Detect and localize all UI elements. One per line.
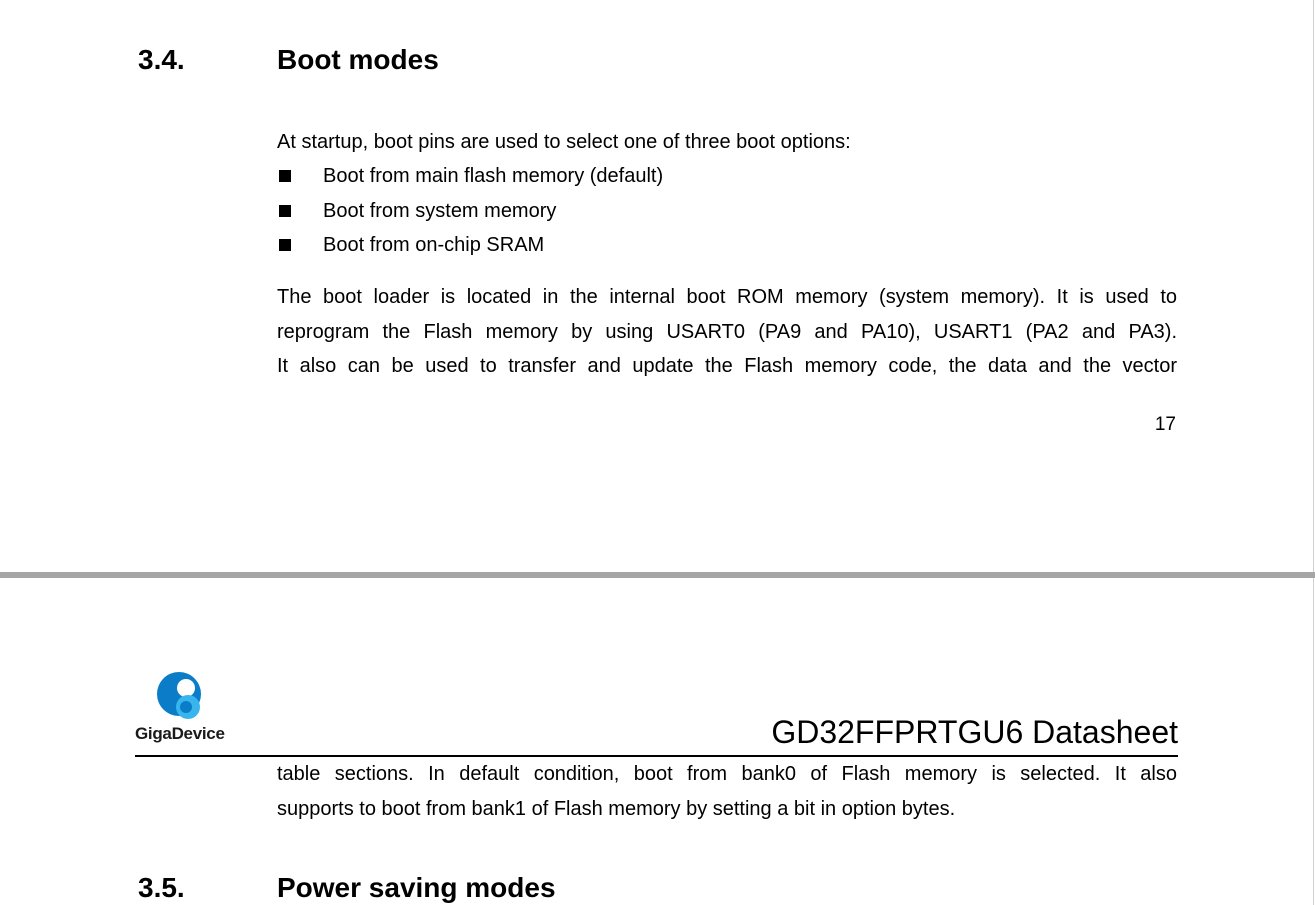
section-number: 3.4. bbox=[138, 44, 185, 75]
square-bullet-icon bbox=[279, 170, 291, 182]
company-logo bbox=[135, 668, 235, 748]
section-title: Boot modes bbox=[277, 44, 439, 75]
list-item: Boot from main flash memory (default) bbox=[277, 159, 663, 194]
body-paragraph: The boot loader is located in the internal boot ROM memory (system memory). It is used to reprogram the Flash memory by using USART0 (PA9 and PA10), USART1 (PA2 and PA3). It also can be used to transfer and update the Flash memory code, the data and the vector bbox=[277, 286, 1177, 377]
page-number: 17 bbox=[1154, 414, 1176, 435]
boot-options-list bbox=[277, 159, 663, 263]
logo-wordmark: GigaDevice bbox=[135, 724, 225, 743]
square-bullet-icon bbox=[279, 239, 291, 251]
body-paragraph-continued: table sections. In default condition, boot from bank0 of Flash memory is selected. It also supports to boot from bank1 of Flash memory by setting a bit in option bytes. bbox=[277, 763, 1177, 820]
gigadevice-logo-icon bbox=[155, 670, 207, 724]
section-title: Power saving modes bbox=[277, 872, 556, 903]
list-item: Boot from on-chip SRAM bbox=[277, 228, 663, 263]
list-item: Boot from system memory bbox=[277, 194, 663, 229]
square-bullet-icon bbox=[279, 205, 291, 217]
section-number: 3.5. bbox=[138, 872, 185, 903]
intro-paragraph: At startup, boot pins are used to select one of three boot options: bbox=[277, 131, 851, 153]
document-title: GD32FFPRTGU6 Datasheet bbox=[771, 714, 1178, 750]
